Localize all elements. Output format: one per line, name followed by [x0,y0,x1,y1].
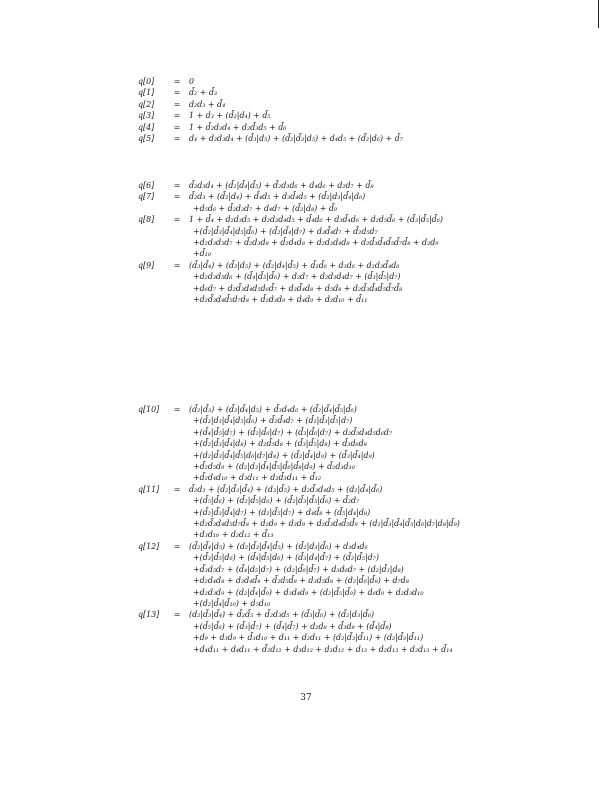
equation-row [138,541,568,552]
equation-continuation-row [138,248,568,259]
equation-rhs: +d̄₂d₅d₉ + (d₂|d₃|d̄₄|d̄₅|d̄₆|d̄₈|d₉) + d̄₂d₃d₁₀ [193,462,355,472]
equation-rhs: d̄₂d₃ + (d̄₂|d̄₃|d̄₄) + (d₃|d̄₅) + d₂d̄₃d₄d₅ + (d₂|d̄₄|d̄₆) [189,484,383,494]
equation-lhs: q[4] [138,122,155,132]
equation-rhs: (d̄₃|d̄₄) + (d̄₃|d₅) + (d̄₂|d₄|d̄₅) + d̄₂d̄₆ + d₃d₆ + d₂d₃d̄₄d₆ [189,260,400,270]
equation-row [138,122,568,133]
equation-lhs: q[7] [138,192,155,202]
equation-lhs: q[5] [138,134,155,144]
equation-rhs: +(d̄₅|d̄₆) + (d̄₂|d̄₅|d₆) + (d̄₂|d̄₃|d̄₅|d̄₆) + d̄₂d₇ [193,496,360,506]
equation-continuation-row [138,427,568,438]
equation-relation: = [173,405,181,414]
equation-rhs: +(d̄₂|d̄₃|d̄₄|d₈) + d₂d̄₅d₈ + (d̄₃|d̄₅|d₈) + d̄₃d₆d₈ [193,439,367,449]
equation-rhs: +d₆d₇ + d₂d̄₃d₄d₅d₆d̄₇ + d₃d̄₄d₈ + d₅d₈ + d₂d̄₃d̄₄d̄₅d̄₇d̄₈ [193,283,403,293]
equation-row [138,110,568,121]
equation-lhs: q[9] [138,260,155,270]
equation-continuation-row [138,529,568,540]
equation-rhs: +(d̄₃|d̄₅|d₆) + (d̄₄|d̄₅|d₆) + (d̄₃|d₄|d̄₇) + (d̄₂|d̄₅|d₇) [193,553,379,563]
equation-relation: = [173,88,181,98]
equation-continuation-row [138,552,568,563]
equation-lhs: q[8] [138,215,155,225]
equation-lhs: q[13] [138,610,160,620]
equation-rhs: +(d̄₂|d₃|d̄₄|d₅|d̄₆) + d̄₂d̄₄d₇ + (d̄₂|d̄₃|d̄₅|d₇) [193,416,353,426]
equation-rhs: +d₅d₆ + d̄₂d₃d₇ + d₄d₇ + (d̄₂|d₈) + d̄₉ [193,203,338,213]
equation-relation: = [173,99,181,109]
equation-continuation-row [138,632,568,643]
equation-row [138,214,568,225]
equation-relation: = [173,134,181,144]
equation-rhs: 1 + d̄₂d₃d₄ + d₂d̄₃d₅ + d̄₆ [189,122,287,132]
equation-rhs: +(d₂|d̄₃|d̄₄|d̄₅|d₆|d₇|d₈) + (d̄₂|d̄₄|d₉) + (d̄₃|d̄₄|d₉) [193,450,375,460]
equation-rhs: d̄₂d₃d₄ + (d̄₂|d̄₄|d̄₅) + d̄₂d₃d₆ + d₄d₆ + d₂d₇ + d̄₈ [189,181,374,190]
equation-continuation-row [138,495,568,506]
equation-row [138,191,568,202]
equation-rhs: +(d₂|d̄₄|d̄₁₀) + d₅d₁₀ [193,598,271,608]
equation-relation: = [173,260,181,270]
equation-rhs: d̄₂ + d̄₃ [189,88,218,98]
equation-continuation-row [138,226,568,237]
equation-row [138,404,568,415]
equation-continuation-row [138,294,568,305]
equation-row [138,133,568,144]
equation-relation: = [173,610,181,620]
equation-row [138,87,568,98]
equation-continuation-row [138,415,568,426]
equation-rhs: +(d̄₂|d̄₃|d̄₄|d₇) + (d₂|d̄₅|d₇) + d₄d̄₈ + (d̄₅|d₄|d₈) [193,507,371,517]
equation-rhs: d̄₂d₃ + (d̄₂|d₄) + d̄₄d₅ + d₃d̄₄d₅ + (d̄₂|d₃|d̄₄|d₆) [189,192,366,202]
equation-continuation-row [138,598,568,609]
equation-rhs: 1 + d₃ + (d̄₂|d₄) + d̄₅ [189,111,271,121]
equation-continuation-row [138,518,568,529]
equation-row [138,260,568,271]
equation-lhs: q[12] [138,541,160,551]
equation-rhs: +d̄₁₀ [193,249,211,259]
equation-block-q6-q9 [138,180,568,305]
equation-relation: = [173,181,181,190]
equation-rhs: 1 + d̄₄ + d₂d₃d₅ + d₂d₃d₄d₅ + d̄₄d₆ + d₃d̄₄d₆ + d₂d₅d̄₆ + (d̄₃|d̄₅|d̄₆) [189,215,443,225]
equation-relation: = [173,215,181,225]
equation-rhs: d₄ + d₂d₃d₄ + (d̄₃|d₅) + (d̄₂|d̄₃|d₅) + d₄d₅ + (d̄₂|d₆) + d̄₇ [189,134,403,144]
equation-rhs: +d₂d̄₃d₄d̄₅d₇d₈ + d̄₂d₃d₉ + d₄d₉ + d₂d₁₀ + d̄₁₁ [193,295,368,305]
equation-row [138,484,568,495]
equation-continuation-row [138,283,568,294]
equation-rhs: +d₉ + d₃d₉ + d̄₃d₁₀ + d₁₁ + d₂d₁₁ + (d₂|d̄₃|d̄₁₁) + (d₂|d̄₃|d̄₁₁) [193,633,424,643]
equation-lhs: q[6] [138,181,155,190]
equation-row [138,99,568,110]
equation-lhs: q[11] [138,484,160,494]
equation-continuation-row [138,621,568,632]
equation-continuation-row [138,507,568,518]
equation-continuation-row [138,644,568,655]
equation-lhs: q[3] [138,111,155,121]
equation-rhs: 0 [189,77,195,86]
equation-lhs: q[2] [138,99,155,109]
equation-continuation-row [138,472,568,483]
equation-continuation-row [138,564,568,575]
equation-lhs: q[1] [138,88,155,98]
equation-relation: = [173,111,181,121]
equation-row [138,609,568,620]
equation-rhs: +d₂d₃d₉ + (d₂|d̄₄|d̄₉) + d₃d₄d₉ + (d₂|d̄₅|d̄₉) + d₆d₉ + d₂d₃d₁₀ [193,587,424,597]
equation-row [138,180,568,191]
equation-rhs: +d̄₃d₅d₇ + (d̄₄|d₅|d₇) + (d₂|d̄₆|d̄₇) + d₃d₆d₇ + (d₂|d̄₃|d₈) [193,564,404,574]
equation-continuation-row [138,587,568,598]
equation-continuation-row [138,271,568,282]
equation-relation: = [173,484,181,494]
equation-rhs: +d₂d₃d₅d₆ + (d̄₄|d̄₅|d̄₆) + d₂d₇ + d₂d₃d₄d₇ + (d̄₃|d̄₅|d₇) [193,272,401,282]
equation-rhs: (d̄₂|d̄₃) + (d̄₃|d̄₄|d₅) + d̄₃d₄d₆ + (d̄₂|d̄₄|d̄₅|d̄₆) [189,405,357,414]
equation-continuation-row [138,237,568,248]
equation-continuation-row [138,575,568,586]
equation-rhs: +d₄d₁₁ + d₄d₁₁ + d̄₂d₁₂ + d₃d₁₂ + d₃d₁₂ + d₁₃ + d₂d₁₃ + d₂d₁₃ + d̄₁₄ [193,644,453,654]
equation-rhs: +d₂d̄₃d₄d₅d₇d̄₈ + d₂d₉ + d₃d₉ + d₂d̄₃d₄d̄₅d̄₉ + (d₂|d̄₃|d̄₄|d̄₅|d₆|d₇|d₈|d̄₉) [193,519,460,529]
equation-block-q0-q5 [138,76,568,144]
equation-continuation-row [138,461,568,472]
equation-lhs: q[10] [138,405,160,414]
equation-relation: = [173,122,181,132]
equation-rhs: +(d̄₄|d̄₅|d₇) + (d̄₂|d̄₆|d₇) + (d̄₃|d̄₆|d₇) + d₂d̄₃d₄d₅d₆d₇ [193,427,393,437]
scan-edge-mark [598,0,599,28]
equation-block-q10-q13 [138,404,568,655]
equation-rhs: +d₂d₄d₈ + d₃d₄d̄₈ + d̄₂d₅d̄₈ + d₃d₅d₈ + (d₂|d̄₆|d̄₈) + d₇d₈ [193,576,409,586]
equation-relation: = [173,541,181,551]
equation-continuation-row [138,203,568,214]
equation-rhs: d₂d₃ + d̄₄ [189,99,226,109]
equation-rhs: (d̄₂|d̄₄|d₅) + (d₂|d̄₃|d̄₄|d̄₅) + (d̄₂|d₃|d̄₆) + d₃d₄d₆ [189,541,368,551]
equation-continuation-row [138,450,568,461]
equation-continuation-row [138,438,568,449]
equation-rhs: +d̄₂d₄d₁₀ + d₃d₁₁ + d₂d̄₃d₁₁ + d̄₁₂ [193,473,322,483]
equation-rhs: (d₂|d̄₃|d̄₄) + d̄₂d̄₅ + d̄₂d₃d₅ + (d̄₃|d̄₆) + (d̄₂|d₃|d̄₆) [189,610,375,620]
equation-rhs: +(d̄₅|d̄₆) + (d̄₃|d̄₇) + (d̄₄|d̄₇) + d₂d₈ + d̄₃d₈ + (d̄₄|d̄₈) [193,621,392,631]
equation-lhs: q[0] [138,77,155,86]
equation-rhs: +d₃d₁₀ + d₂d₁₂ + d̄₁₃ [193,530,274,540]
equation-relation: = [173,77,181,86]
equation-rhs: +(d̄₂|d̄₃|d̄₄|d₅|d̄₆) + (d̄₂|d̄₄|d₇) + d₃d̄₄d₇ + d̄₂d₅d₇ [193,226,378,236]
equation-relation: = [173,192,181,202]
equation-row [138,76,568,87]
page-number: 37 [300,693,312,703]
equation-rhs: +d₂d₃d₅d₇ + d̄₂d₃d₈ + d̄₂d₄d₈ + d₂d₃d₄d₈ + d₂d̄₃d̄₄d̄₅d̄₇d̄₈ + d₂d₉ [193,238,439,248]
